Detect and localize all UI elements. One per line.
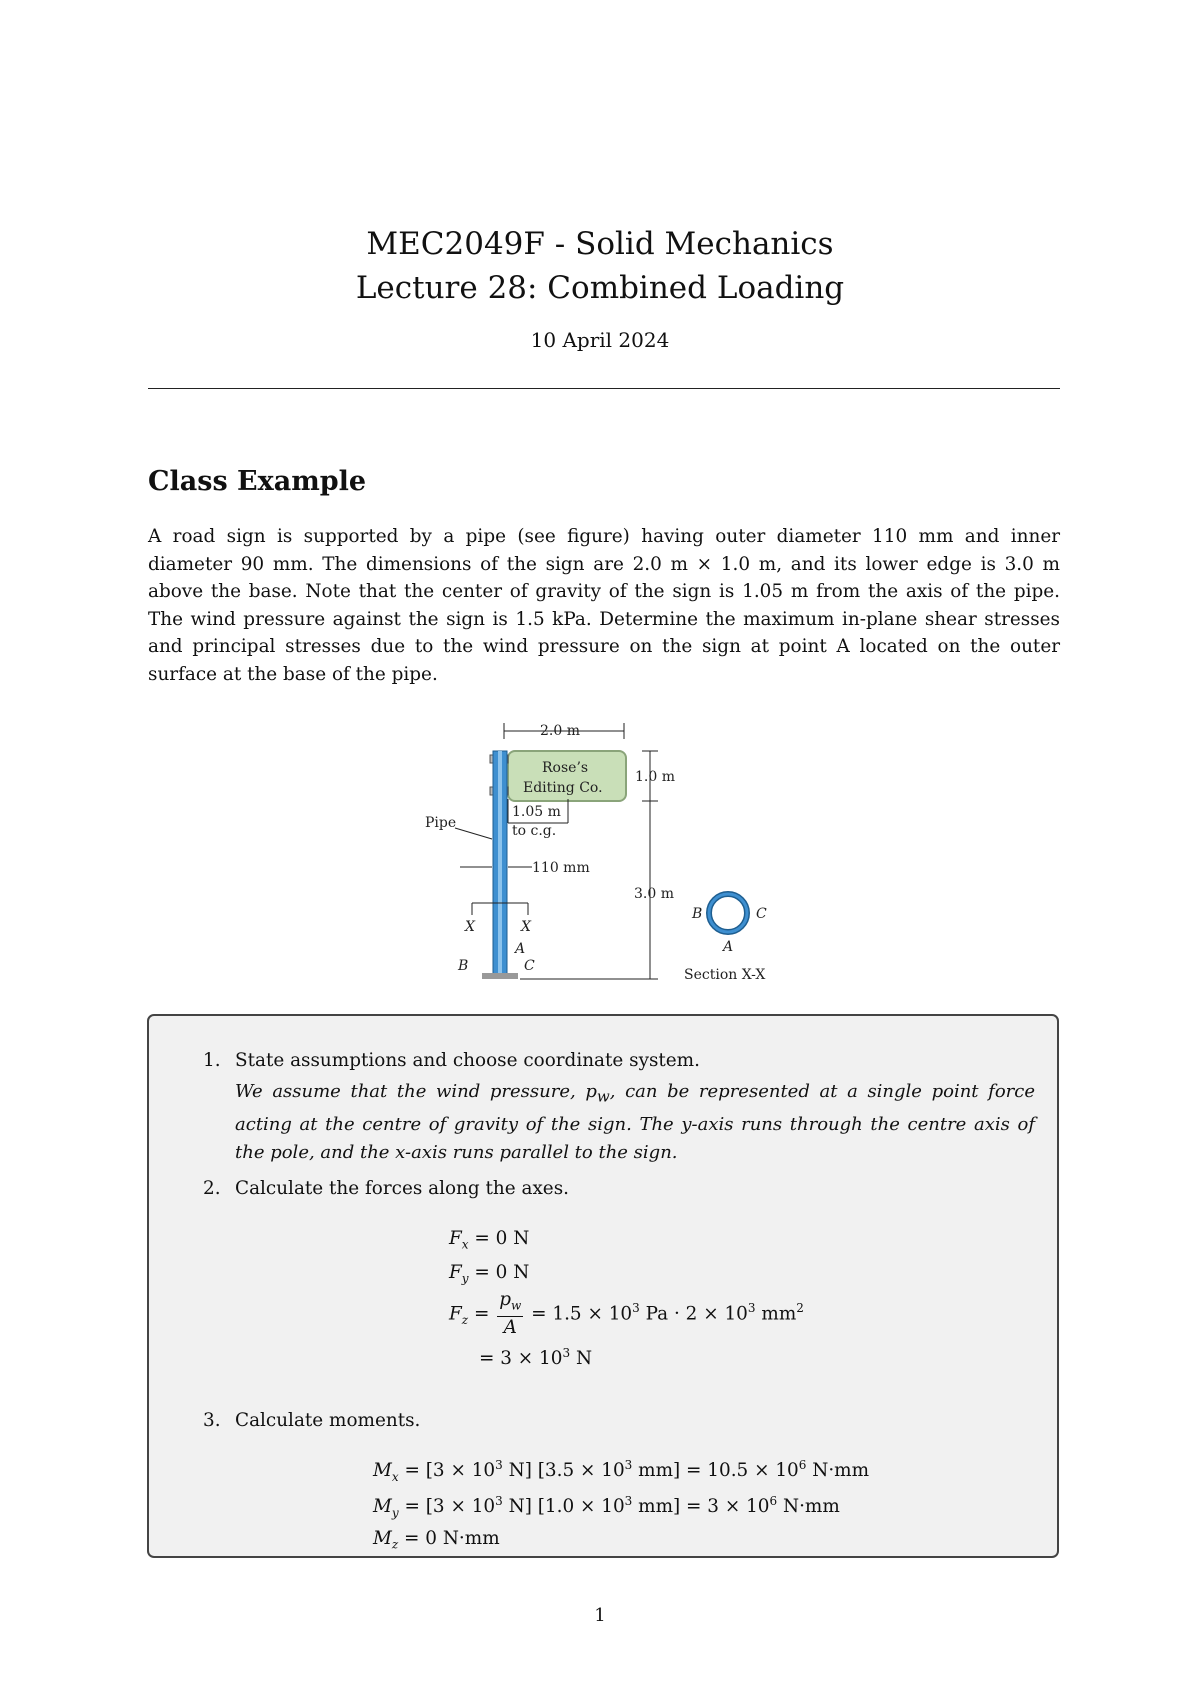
road-sign-figure	[420, 715, 820, 985]
section-marker-left: X	[465, 919, 475, 935]
equation-mx: $M_x = [3 \times 10^3$ N] [$3.5 \times 10^3$ $mm] = 10.5 \times 10^6$ N·mm	[373, 1458, 870, 1484]
title-block	[0, 222, 1200, 352]
equation-fy: $F_y = 0$ N	[449, 1262, 530, 1286]
equation-fx: $F_x = 0$ N	[449, 1228, 530, 1252]
point-a-label: A	[515, 941, 526, 957]
section-point-c: C	[756, 906, 767, 922]
course-title: MEC2049F - Solid Mechanics	[366, 226, 834, 262]
cg-label-2: to c.g.	[512, 823, 557, 839]
point-c-label: C	[524, 958, 535, 974]
solution-box	[147, 1014, 1059, 1558]
section-heading: Class Example	[148, 466, 367, 497]
section-point-b: B	[692, 906, 703, 922]
lecture-title: Lecture 28: Combined Loading	[355, 270, 845, 306]
lecture-date: 10 April 2024	[530, 328, 670, 352]
title-rule	[148, 388, 1060, 389]
diameter-label: 110 mm	[532, 860, 590, 876]
sign-text-line1: Rose’s	[542, 760, 589, 776]
cg-label-1: 1.05 m	[512, 804, 561, 820]
point-b-label: B	[458, 958, 469, 974]
sign-width-label: 2.0 m	[540, 723, 580, 739]
equation-fz: $F_z$ = $\frac{p_w}{A}$ = $1.5 \times 10^3$ $Pa \cdot 2 \times 10^3$ $mm^2$	[449, 1289, 804, 1338]
step-2-number: 2.	[203, 1178, 221, 1199]
section-caption: Section X-X	[684, 967, 766, 983]
equation-my: $M_y = [3 \times 10^3$ N] [$1.0 \times 10^3$ $mm] = 3 \times 10^6$ N·mm	[373, 1494, 840, 1520]
page-number: 1	[594, 1605, 606, 1626]
step-1-note: We assume that the wind pressure, $p_w$, can be represented at a single point force acting at the centre of gravity of the sign. The y-axis runs through the centre axis of the pole, and the x-axis runs parallel to the sign.	[235, 1081, 1035, 1163]
section-point-a: A	[723, 939, 734, 955]
elevation-label: 3.0 m	[634, 886, 674, 902]
equation-mz: $M_z = 0$ N·mm	[373, 1528, 500, 1552]
step-1-title: State assumptions and choose coordinate system.	[235, 1050, 700, 1071]
step-3-number: 3.	[203, 1410, 221, 1431]
section-marker-right: X	[521, 919, 531, 935]
problem-statement: A road sign is supported by a pipe (see figure) having outer diameter 110 mm and inner diameter 90 mm. The dimensions of the sign are 2.0 m × 1.0 m, and its lower edge is 3.0 m above the base. Note that the center of gravity of the sign is 1.05 m from the axis of the pipe. The wind pressure against the sign is 1.5 kPa. Determine the maximum in-plane shear stresses and principal stresses due to the wind pressure on the sign at point A located on the outer surface at the base of the pipe.	[148, 526, 1060, 685]
sign-height-label: 1.0 m	[635, 769, 675, 785]
step-2-title: Calculate the forces along the axes.	[235, 1178, 569, 1199]
equation-fz-result: = $3 \times 10^3$ N	[479, 1346, 593, 1370]
sign-text-line2: Editing Co.	[523, 780, 603, 796]
step-1-number: 1.	[203, 1050, 221, 1071]
step-3-title: Calculate moments.	[235, 1410, 421, 1431]
pipe-label: Pipe	[425, 815, 457, 831]
